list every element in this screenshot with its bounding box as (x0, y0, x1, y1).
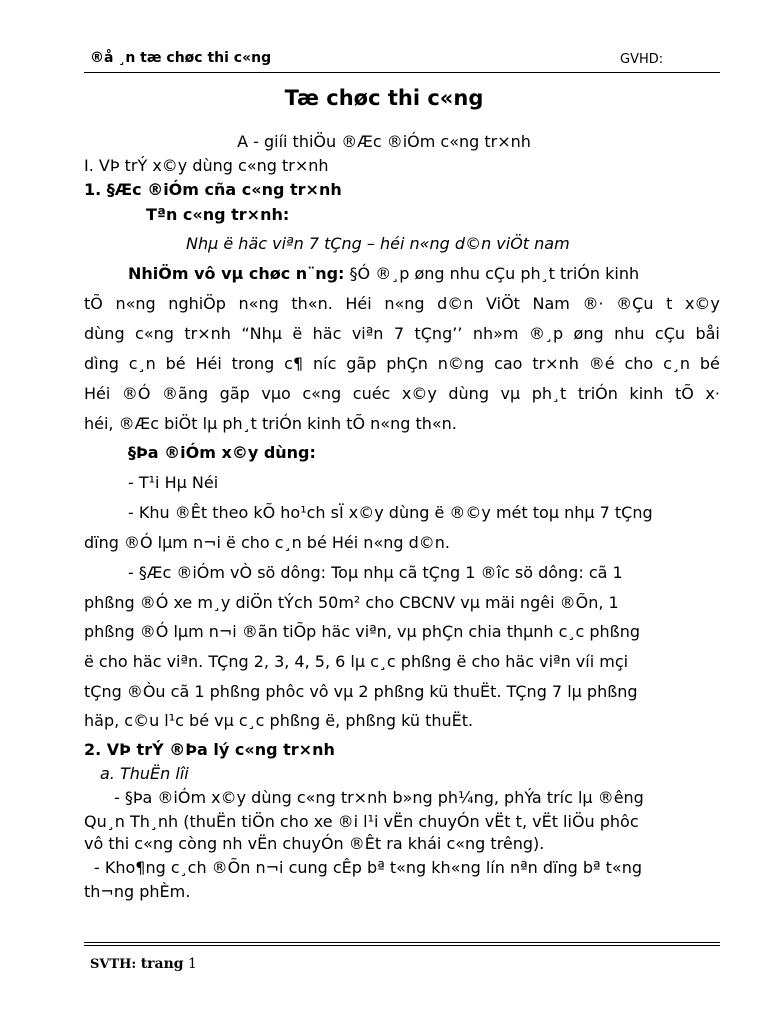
advantage-line-5: th¬ng phÈm. (84, 882, 191, 901)
advantage-line-2: Qu¸n Th¸nh (thuËn tiÖn cho xe ®i l¹i vËn chuyÓn vËt t, vËt liÖu phôc (84, 812, 639, 831)
heading-2: 2. VÞ trÝ ®Þa lý c«ng tr×nh (84, 740, 335, 759)
page-title: Tæ chøc thi c«ng (284, 86, 484, 110)
advantage-line-3: vô thi c«ng còng nh vËn chuyÓn ®Êt ra khái c«ng trêng). (84, 834, 545, 853)
mission-line-4: dìng c¸n bé Héi trong c¶ níc gãp phÇn n©ng cao tr×nh ®é cho c¸n bé (84, 354, 720, 373)
mission-line-5: Héi ®Ó ®ãng gãp vµo c«ng cuéc x©y dùng vµ ph¸t triÓn kinh tÕ x· (84, 384, 720, 403)
mission-line-1 (128, 264, 720, 284)
location-line-9: häp, c©u l¹c bé vµ c¸c phßng ë, phßng kü thuËt. (84, 711, 474, 730)
location-line-4: - §Æc ®iÓm vÒ sö dông: Toµ nhµ cã tÇng 1 ®îc sö dông: cã 1 (128, 563, 623, 582)
project-name-label: Tªn c«ng tr×nh: (146, 205, 290, 224)
footer-page-number: 1 (188, 956, 197, 972)
project-name-value: Nhµ ë häc viªn 7 tÇng – héi n«ng d©n viÖt nam (186, 234, 570, 253)
location-line-3: dïng ®Ó lµm n¬i ë cho c¸n bé Héi n«ng d©n. (84, 533, 450, 552)
heading-2a: a. ThuËn lîi (100, 764, 189, 783)
header-supervisor-label: GVHD: (620, 52, 664, 67)
footer-page-word: trang (140, 956, 184, 972)
advantage-line-4: - Kho¶ng c¸ch ®Õn n¬i cung cÊp bª t«ng kh«ng lín nªn dïng bª t«ng (94, 858, 642, 877)
advantage-line-1: - §Þa ®iÓm x©y dùng c«ng tr×nh b»ng ph¼ng, phÝa tríc lµ ®êng (114, 788, 644, 807)
footer-divider-2 (84, 945, 720, 946)
section-a-heading: A - giíi thiÖu ®Æc ®iÓm c«ng tr×nh (237, 132, 531, 151)
location-line-5: phßng ®Ó xe m¸y diÖn tÝch 50m² cho CBCNV vµ mäi ngêi ®Õn, 1 (84, 593, 619, 612)
header-title: ®å ¸n tæ chøc thi c«ng (90, 50, 272, 66)
heading-1: 1. §Æc ®iÓm cña c«ng tr×nh (84, 180, 342, 199)
footer (90, 956, 197, 972)
part-1-heading: I. VÞ trÝ x©y dùng c«ng tr×nh (84, 156, 329, 175)
location-line-6: phßng ®Ó lµm n¬i ®ãn tiÕp häc viªn, vµ phÇn chia thµnh c¸c phßng (84, 622, 641, 641)
mission-line-2: tÕ n«ng nghiÖp n«ng th«n. Héi n«ng d©n ViÖt Nam ®· ®Çu t x©y (84, 294, 720, 313)
location-line-1: - T¹i Hµ Néi (128, 473, 219, 492)
mission-label: NhiÖm vô vµ chøc n¨ng: (128, 264, 345, 283)
mission-text: §Ó ®¸p øng nhu cÇu ph¸t triÓn kinh (349, 264, 640, 283)
mission-line-6: héi, ®Æc biÖt lµ ph¸t triÓn kinh tÕ n«ng th«n. (84, 414, 457, 433)
location-line-7: ë cho häc viªn. TÇng 2, 3, 4, 5, 6 lµ c¸c phßng ë cho häc viªn víi mçi (84, 652, 629, 671)
mission-line-3: dùng c«ng tr×nh “Nhµ ë häc viªn 7 tÇng’’ nh»m ®¸p øng nhu cÇu båi (84, 324, 720, 343)
location-line-2: - Khu ®Êt theo kÕ ho¹ch sÏ x©y dùng ë ®©y mét toµ nhµ 7 tÇng (128, 503, 653, 522)
header-divider (84, 72, 720, 73)
location-line-8: tÇng ®Òu cã 1 phßng phôc vô vµ 2 phßng kü thuËt. TÇng 7 lµ phßng (84, 682, 638, 701)
footer-divider (84, 942, 720, 943)
location-label: §Þa ®iÓm x©y dùng: (128, 443, 316, 462)
footer-student-label: SVTH: (90, 957, 137, 972)
